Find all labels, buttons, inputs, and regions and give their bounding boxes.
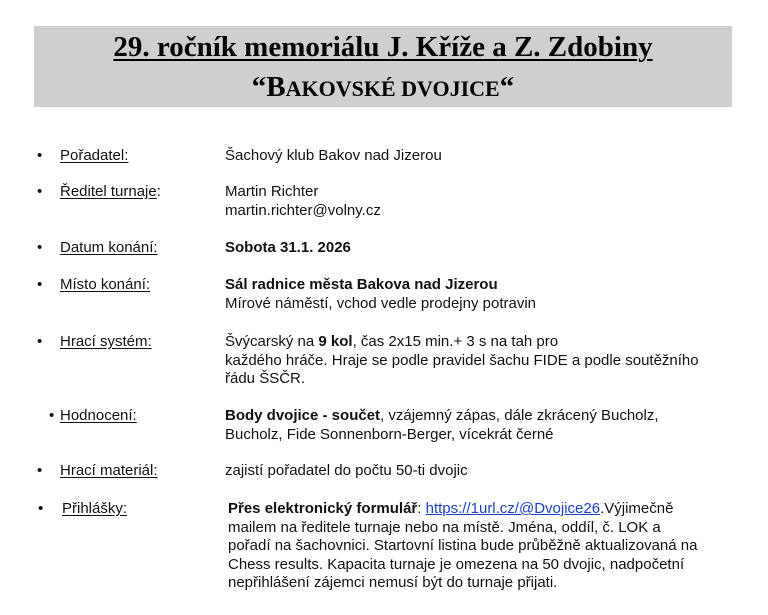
value-line: mailem na ředitele turnaje nebo na místě. Jména, oddíl, č. LOK a xyxy=(228,518,661,536)
subtitle-smallcaps: AKOVSKÉ DVOJICE xyxy=(285,76,500,101)
value-line: zajistí pořadatel do počtu 50-ti dvojic xyxy=(225,462,468,479)
rounds-count: 9 kol xyxy=(318,333,353,350)
item-value xyxy=(225,276,536,313)
venue-address: Mírové náměstí, vchod vedle prodejny potravin xyxy=(225,294,536,312)
bullet-icon: • xyxy=(37,239,43,256)
page-title: 29. ročník memoriálu J. Kříže a Z. Zdobiny xyxy=(113,31,653,63)
item-label: Hodnocení: xyxy=(60,407,137,424)
item-value xyxy=(225,462,468,481)
value-bold: Přes elektronický formulář xyxy=(228,500,418,517)
value-line: Bucholz, Fide Sonnenborn-Berger, vícekrát černé xyxy=(225,425,554,443)
item-label: Datum konání: xyxy=(60,239,158,256)
bullet-icon: • xyxy=(37,462,43,479)
bullet-icon: • xyxy=(37,183,43,200)
title-banner xyxy=(34,26,732,107)
value-line: každého hráče. Hraje se podle pravidel šachu FIDE a podle soutěžního xyxy=(225,351,699,369)
value-line: Chess results. Kapacita turnaje je omezena na 50 dvojic, nadpočetní xyxy=(228,555,685,573)
item-label: Přihlášky: xyxy=(62,500,128,517)
item-label: Místo konání: xyxy=(60,276,151,293)
registration-form-link[interactable]: https://1url.cz/@Dvojice26 xyxy=(425,500,601,517)
value-line: pořadí na šachovnici. Startovní listina bude průběžně aktualizovaná na xyxy=(228,537,698,554)
item-label-wrap xyxy=(60,183,161,202)
director-name: Martin Richter xyxy=(225,183,319,200)
label-colon: : xyxy=(156,183,161,200)
scoring-primary: Body dvojice - součet xyxy=(225,407,381,424)
open-quote: “ xyxy=(251,71,267,103)
page-subtitle xyxy=(34,70,732,106)
value-text: Švýcarský na xyxy=(225,333,319,350)
value-line: Šachový klub Bakov nad Jizerou xyxy=(225,147,442,164)
value-line: nepřihlášení zájemci nemusí být do turnaje přijati. xyxy=(228,574,558,591)
item-value xyxy=(225,183,381,220)
item-label: Hrací systém: xyxy=(60,333,152,350)
item-value xyxy=(228,500,697,593)
value-text: , vzájemný zápas, dále zkrácený Bucholz, xyxy=(380,407,659,424)
item-label: Hrací materiál: xyxy=(60,462,158,479)
value-text: : xyxy=(417,500,426,517)
value-text: .Výjimečně xyxy=(600,500,674,517)
event-date: Sobota 31.1. 2026 xyxy=(225,239,351,256)
close-quote: “ xyxy=(499,71,515,103)
venue-name: Sál radnice města Bakova nad Jizerou xyxy=(225,276,498,293)
item-value xyxy=(225,239,351,258)
bullet-icon: • xyxy=(37,276,43,293)
bullet-icon: • xyxy=(37,333,43,350)
value-line: řádu ŠSČR. xyxy=(225,370,306,387)
value-text: , čas 2x15 min.+ 3 s na tah pro xyxy=(352,333,559,350)
item-value xyxy=(225,407,659,444)
bullet-icon: • xyxy=(38,500,44,517)
item-label: Pořadatel: xyxy=(60,147,129,164)
item-value xyxy=(225,147,442,166)
subtitle-initial: B xyxy=(266,71,286,103)
bullet-icon: • xyxy=(37,147,43,164)
item-label: Ředitel turnaje xyxy=(60,183,157,200)
director-email[interactable]: martin.richter@volny.cz xyxy=(225,201,381,219)
item-value xyxy=(225,333,699,389)
bullet-icon: • xyxy=(49,407,55,424)
